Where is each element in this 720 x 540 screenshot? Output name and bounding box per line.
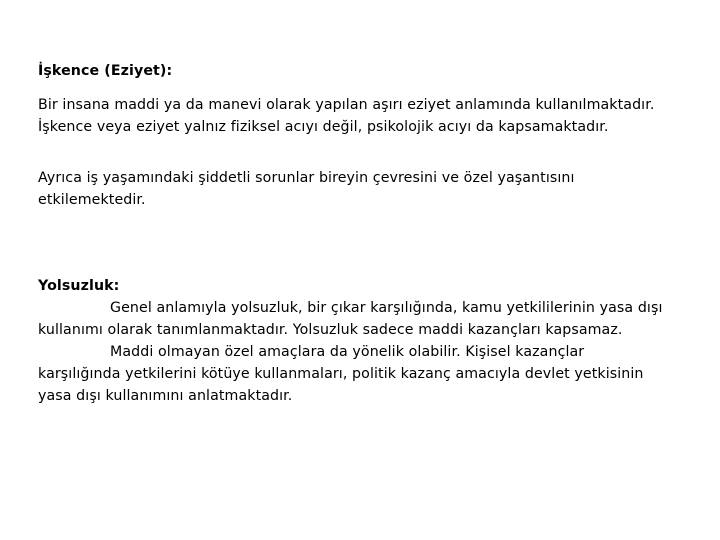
iskence-line-2: İşkence veya eziyet yalnız fiziksel acıyı değil, psikolojik acıyı da kapsamaktadır. [38,119,609,135]
iskence-heading: İşkence (Eziyet): [38,63,173,79]
ayrica-section [38,167,678,211]
yolsuzluk-line-3 [38,341,678,363]
yolsuzluk-line-5: yasa dışı kullanımını anlatmaktadır. [38,388,293,404]
ayrica-line-1: Ayrıca iş yaşamındaki şiddetli sorunlar bireyin çevresini ve özel yaşantısını [38,170,575,186]
iskence-line-1: Bir insana maddi ya da manevi olarak yapılan aşırı eziyet anlamında kullanılmaktadır. [38,97,655,113]
iskence-section [38,60,678,138]
yolsuzluk-line-1 [38,297,678,319]
yolsuzluk-section [38,275,678,407]
spacer [38,82,678,94]
ayrica-line-2: etkilemektedir. [38,192,146,208]
yolsuzluk-line-3-text: Maddi olmayan özel amaçlara da yönelik olabilir. Kişisel kazançlar [110,344,585,360]
yolsuzluk-line-4: karşılığında yetkilerini kötüye kullanmaları, politik kazanç amacıyla devlet yetkisinin [38,366,644,382]
yolsuzluk-line-1-text: Genel anlamıyla yolsuzluk, bir çıkar karşılığında, kamu yetkililerinin yasa dışı [110,300,663,316]
yolsuzluk-line-2: kullanımı olarak tanımlanmaktadır. Yolsuzluk sadece maddi kazançları kapsamaz. [38,322,623,338]
yolsuzluk-heading: Yolsuzluk: [38,278,120,294]
